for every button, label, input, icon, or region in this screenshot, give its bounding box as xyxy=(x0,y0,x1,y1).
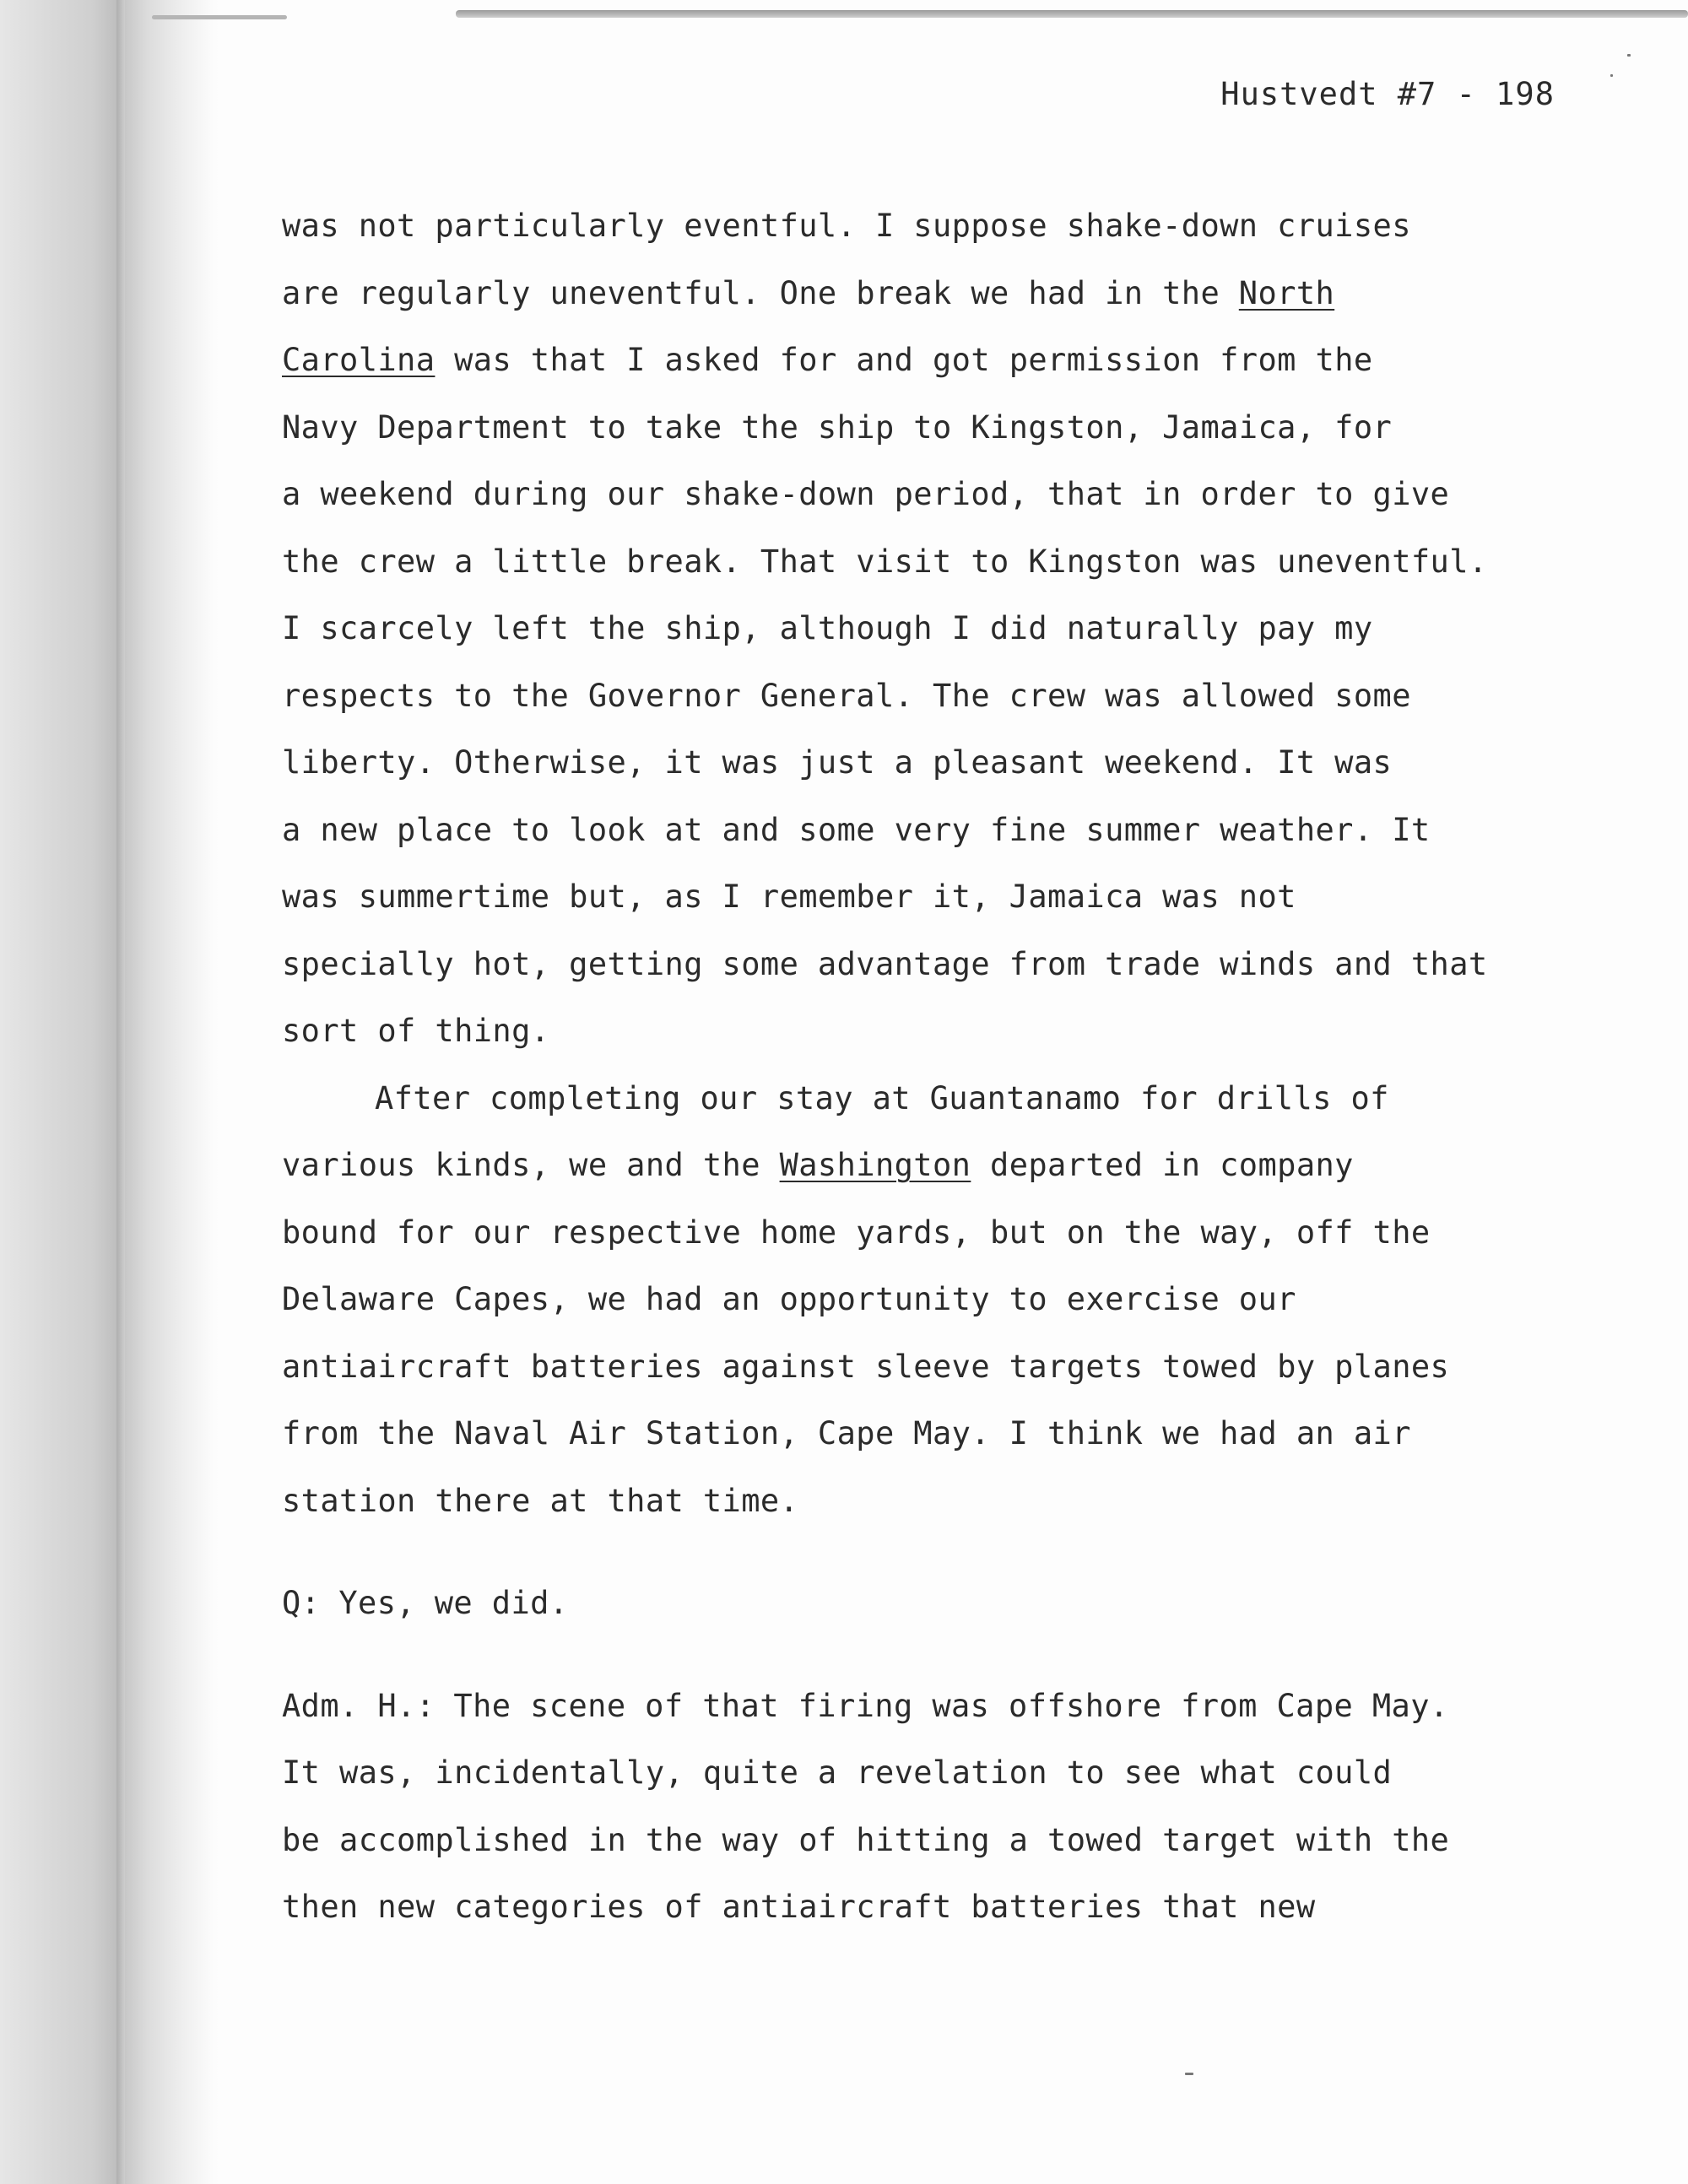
text-line: It was, incidentally, quite a revelation to see what could xyxy=(282,1754,1393,1791)
text-line: After completing our stay at Guantanamo for drills of xyxy=(375,1079,1389,1116)
text-line: specially hot, getting some advantage from trade winds and that xyxy=(282,945,1488,982)
text-line: Delaware Capes, we had an opportunity to exercise our xyxy=(282,1281,1296,1317)
spacer xyxy=(282,1637,1599,1673)
answer-line xyxy=(282,1673,1599,1740)
text-line: liberty. Otherwise, it was just a pleasant weekend. It was xyxy=(282,744,1393,781)
text-line: the crew a little break. That visit to Kingston was uneventful. xyxy=(282,543,1488,580)
text-segment: are regularly uneventful. One break we had in the xyxy=(282,274,1239,311)
ship-name-carolina: Carolina xyxy=(282,342,436,378)
ship-name-north: North xyxy=(1238,274,1335,311)
spacer xyxy=(282,1534,1599,1570)
text-line: respects to the Governor General. The crew was allowed some xyxy=(282,677,1411,714)
text-line xyxy=(282,327,1599,394)
text-line: antiaircraft batteries against sleeve targets towed by planes xyxy=(282,1348,1450,1385)
question-text: Yes, we did. xyxy=(338,1585,569,1621)
text-line: I scarcely left the ship, although I did naturally pay my xyxy=(282,610,1373,646)
text-line: from the Naval Air Station, Cape May. I think we had an air xyxy=(282,1415,1411,1451)
text-line: was not particularly eventful. I suppose shake-down cruises xyxy=(282,208,1411,244)
binding-shadow xyxy=(0,0,219,2184)
scan-speck xyxy=(1627,54,1631,57)
text-line: be accomplished in the way of hitting a towed target with the xyxy=(282,1821,1450,1858)
answer-text: The scene of that firing was offshore from Cape May. xyxy=(453,1687,1449,1724)
text-segment: departed in company xyxy=(971,1147,1354,1183)
text-line: bound for our respective home yards, but on the way, off the xyxy=(282,1214,1431,1251)
text-line xyxy=(282,260,1599,327)
speaker-label-q: Q: xyxy=(282,1585,321,1621)
page-header: Hustvedt #7 - 198 xyxy=(1220,76,1555,112)
ship-name-washington: Washington xyxy=(779,1147,971,1183)
text-segment: various kinds, we and the xyxy=(282,1147,780,1183)
text-segment: was that I asked for and got permission from the xyxy=(435,342,1373,378)
text-line: a weekend during our shake-down period, that in order to give xyxy=(282,476,1450,512)
text-line: then new categories of antiaircraft batteries that new xyxy=(282,1889,1316,1925)
speaker-label-adm: Adm. H.: xyxy=(282,1687,436,1724)
scan-speck xyxy=(1185,2073,1193,2075)
text-line: a new place to look at and some very fine summer weather. It xyxy=(282,811,1431,848)
top-edge-line-left xyxy=(152,15,287,19)
scan-speck xyxy=(1610,74,1613,77)
text-line: station there at that time. xyxy=(282,1482,799,1519)
text-line: sort of thing. xyxy=(282,1013,550,1049)
top-edge-line xyxy=(456,10,1688,18)
text-line xyxy=(282,1132,1599,1199)
question-line xyxy=(282,1570,1599,1637)
text-line: was summertime but, as I remember it, Jamaica was not xyxy=(282,878,1296,915)
text-line: Navy Department to take the ship to Kingston, Jamaica, for xyxy=(282,408,1393,446)
binding-edge xyxy=(116,0,125,2184)
transcript-body xyxy=(282,192,1599,1941)
